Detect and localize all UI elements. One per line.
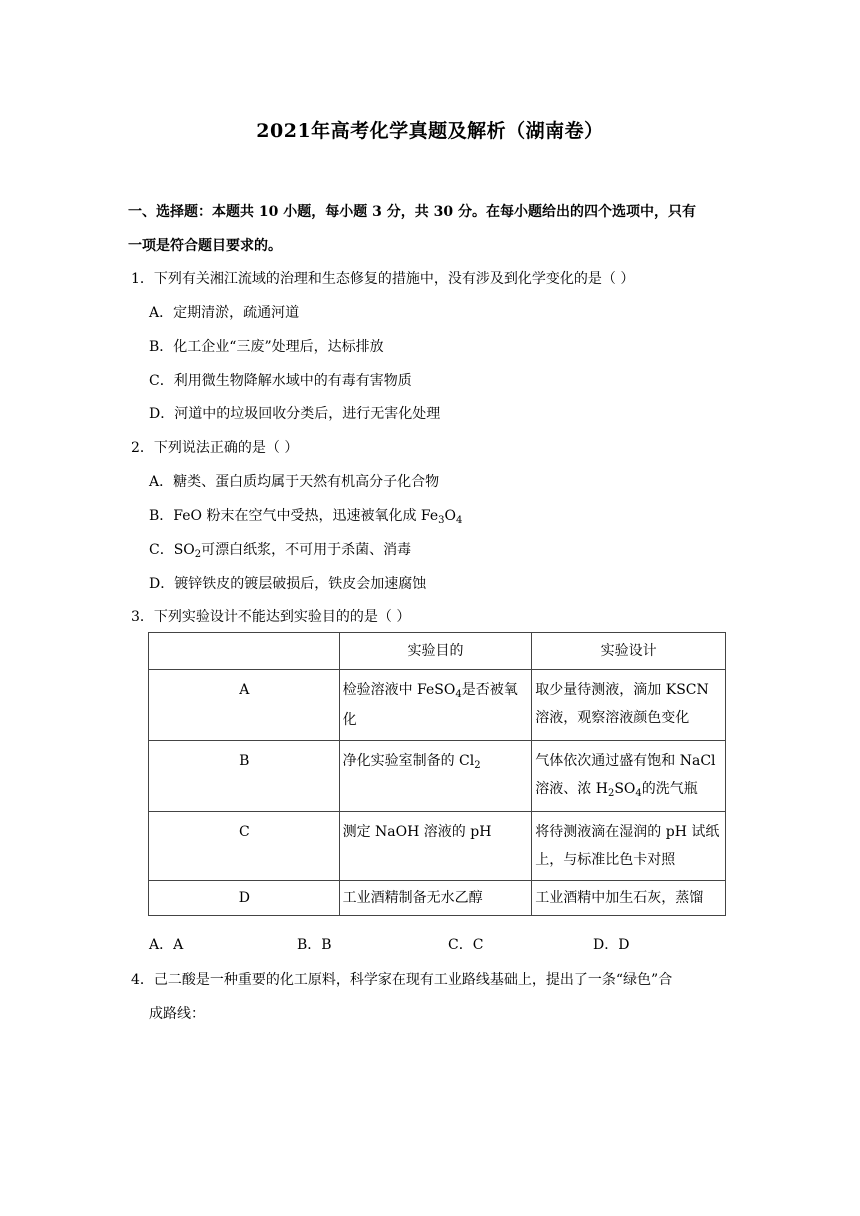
q4-stem-line2: 成路线：: [149, 1006, 205, 1022]
table-header-row: [149, 633, 726, 670]
row-design: 将待测液滴在湿润的 pH 试纸上，与标准比色卡对照: [532, 812, 726, 881]
table-row: [149, 741, 726, 812]
experiment-table: [148, 632, 726, 916]
q2-stem: 2．下列说法正确的是（ ）: [131, 440, 299, 456]
q3-option-c: C．C: [448, 937, 484, 953]
row-label: B: [149, 741, 340, 812]
page-title: 2021年高考化学真题及解析（湖南卷）: [256, 120, 604, 142]
table-row: [149, 812, 726, 881]
q2-option-a: A．糖类、蛋白质均属于天然有机高分子化合物: [149, 474, 440, 490]
row-label: A: [149, 670, 340, 741]
q1-option-b: B．化工企业“三废”处理后，达标排放: [149, 339, 384, 355]
section-heading-line2: 一项是符合题目要求的。: [128, 238, 282, 254]
row-purpose: 净化实验室制备的 $Cl_2$: [339, 741, 532, 812]
table-header-cell: 实验目的: [339, 633, 532, 670]
table-row: [149, 881, 726, 916]
q3-option-a: A．A: [149, 937, 184, 953]
q3-stem: 3．下列实验设计不能达到实验目的的是（ ）: [131, 609, 411, 625]
q2-option-c: C．$SO_2$可漂白纸浆，不可用于杀菌、消毒: [149, 542, 412, 560]
table-header-cell: [149, 633, 340, 670]
q3-option-b: B．B: [297, 937, 332, 953]
row-purpose: 工业酒精制备无水乙醇: [339, 881, 532, 916]
table-header-cell: 实验设计: [532, 633, 726, 670]
row-purpose: 测定 NaOH 溶液的 pH: [339, 812, 532, 881]
q2-option-d: D．镀锌铁皮的镀层破损后，铁皮会加速腐蚀: [149, 576, 427, 592]
row-design: 工业酒精中加生石灰，蒸馏: [532, 881, 726, 916]
row-design: 取少量待测液，滴加 KSCN 溶液，观察溶液颜色变化: [532, 670, 726, 741]
section-heading-line1: 一、选择题：本题共 10 小题，每小题 3 分，共 30 分。在每小题给出的四个选项中，只有: [128, 204, 696, 220]
row-label: C: [149, 812, 340, 881]
q1-option-c: C．利用微生物降解水域中的有毒有害物质: [149, 373, 412, 389]
table-row: [149, 670, 726, 741]
q1-stem: 1．下列有关湘江流域的治理和生态修复的措施中，没有涉及到化学变化的是（ ）: [131, 271, 635, 287]
q4-stem-line1: 4．己二酸是一种重要的化工原料，科学家在现有工业路线基础上，提出了一条“绿色”合: [131, 972, 673, 988]
q1-option-d: D．河道中的垃圾回收分类后，进行无害化处理: [149, 406, 441, 422]
row-purpose: 检验溶液中 FeSO$_4$是否被氧化: [339, 670, 532, 741]
q2-option-b: B．FeO 粉末在空气中受热，迅速被氧化成 $Fe_3O_4$: [149, 508, 463, 526]
row-design: 气体依次通过盛有饱和 NaCl 溶液、浓 $H_2SO_4$的洗气瓶: [532, 741, 726, 812]
q1-option-a: A．定期清淤，疏通河道: [149, 305, 300, 321]
row-label: D: [149, 881, 340, 916]
q3-option-d: D．D: [593, 937, 630, 953]
